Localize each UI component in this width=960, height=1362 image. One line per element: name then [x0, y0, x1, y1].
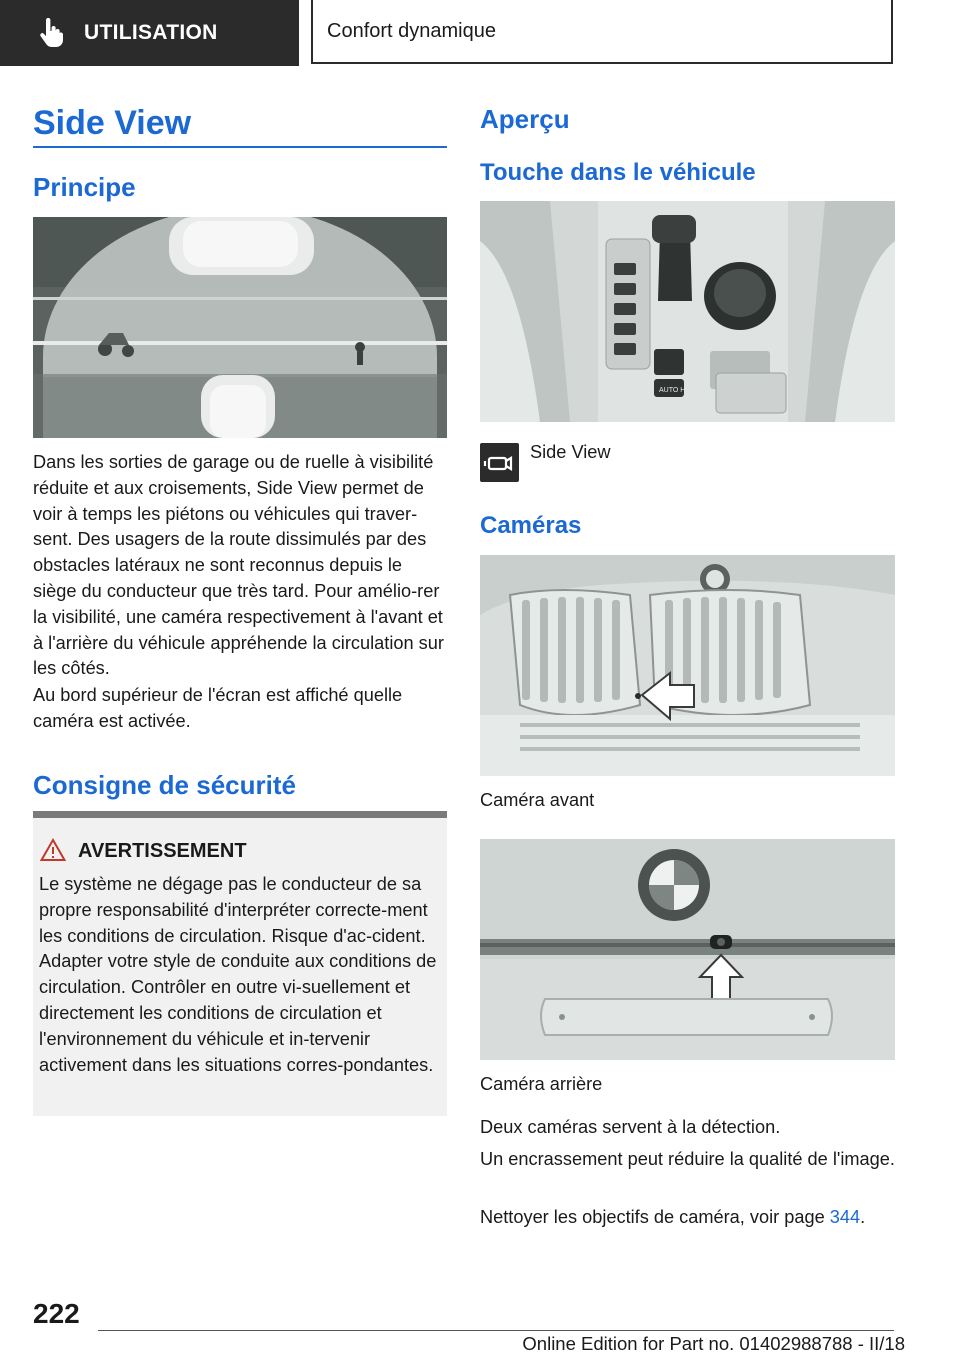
title-divider: [33, 146, 447, 148]
caption-rear-camera: Caméra arrière: [480, 1074, 603, 1094]
header-chapter: [311, 0, 893, 64]
clean-lenses-paragraph: [480, 1205, 895, 1231]
principe-paragraph-1: Dans les sorties de garage ou de ruelle à visibilité réduite et aux croisements, Side View permet de voir à temps les piétons ou véhicules qui traver‐sent. Des usagers de la route dissimulés par des obstacles latéraux ne sont reconnus depuis le siège du conducteur que très tard. Pour amélio‐rer la visibilité, une caméra respectivement à l'avant et à l'arrière du véhicule appréhende la circulation sur les côtés.: [33, 452, 444, 679]
footer-divider: [98, 1330, 894, 1331]
page-number: 222: [33, 1298, 80, 1329]
principe-paragraph-2: Au bord supérieur de l'écran est affiché quelle caméra est activée.: [33, 685, 403, 731]
caption-front-camera: Caméra avant: [480, 790, 595, 810]
warning-title: AVERTISSEMENT: [78, 840, 247, 862]
apercu-heading: Aperçu: [480, 104, 570, 134]
front-camera-image: [480, 555, 895, 776]
cameras-heading: Caméras: [480, 512, 582, 539]
hand-pointer-icon: [38, 18, 64, 48]
clean-lenses-period: .: [860, 1207, 866, 1227]
warning-triangle-icon: [40, 838, 66, 862]
auto-h-label: AUTO H: [659, 387, 686, 394]
footer-edition: Online Edition for Part no. 01402988788 - II/18: [522, 1333, 905, 1354]
touche-heading: Touche dans le véhicule: [480, 159, 756, 186]
safety-heading: Consigne de sécurité: [33, 770, 296, 800]
chapter-label: Confort dynamique: [327, 19, 496, 42]
header-section-tab: [0, 0, 299, 66]
principle-illustration: [33, 217, 447, 438]
rear-camera-image: [480, 839, 895, 1060]
side-view-button-label: Side View: [530, 442, 611, 462]
center-console-image: [480, 201, 895, 422]
side-view-button-icon: [480, 443, 519, 482]
clean-lenses-text: Nettoyer les objectifs de caméra, voir page: [480, 1207, 830, 1227]
section-label: UTILISATION: [84, 21, 218, 44]
detection-paragraph: Deux caméras servent à la détection.: [480, 1117, 781, 1137]
warning-text: Le système ne dégage pas le conducteur de sa propre responsabilité d'interpréter correcte‐ment les conditions de circulation. Risque d'ac‐cident. Adapter votre style de conduite aux conditions de circulation. Contrôler en outre vi‐suellement et directement les conditions de circulation et l'environnement du véhicule et in‐tervenir activement dans les situations corres‐pondantes.: [39, 874, 437, 1075]
principe-heading: Principe: [33, 172, 136, 202]
page-title: Side View: [33, 104, 192, 142]
page-link-344[interactable]: 344: [829, 1207, 861, 1227]
dirt-paragraph: Un encrassement peut réduire la qualité de l'image.: [480, 1149, 895, 1169]
